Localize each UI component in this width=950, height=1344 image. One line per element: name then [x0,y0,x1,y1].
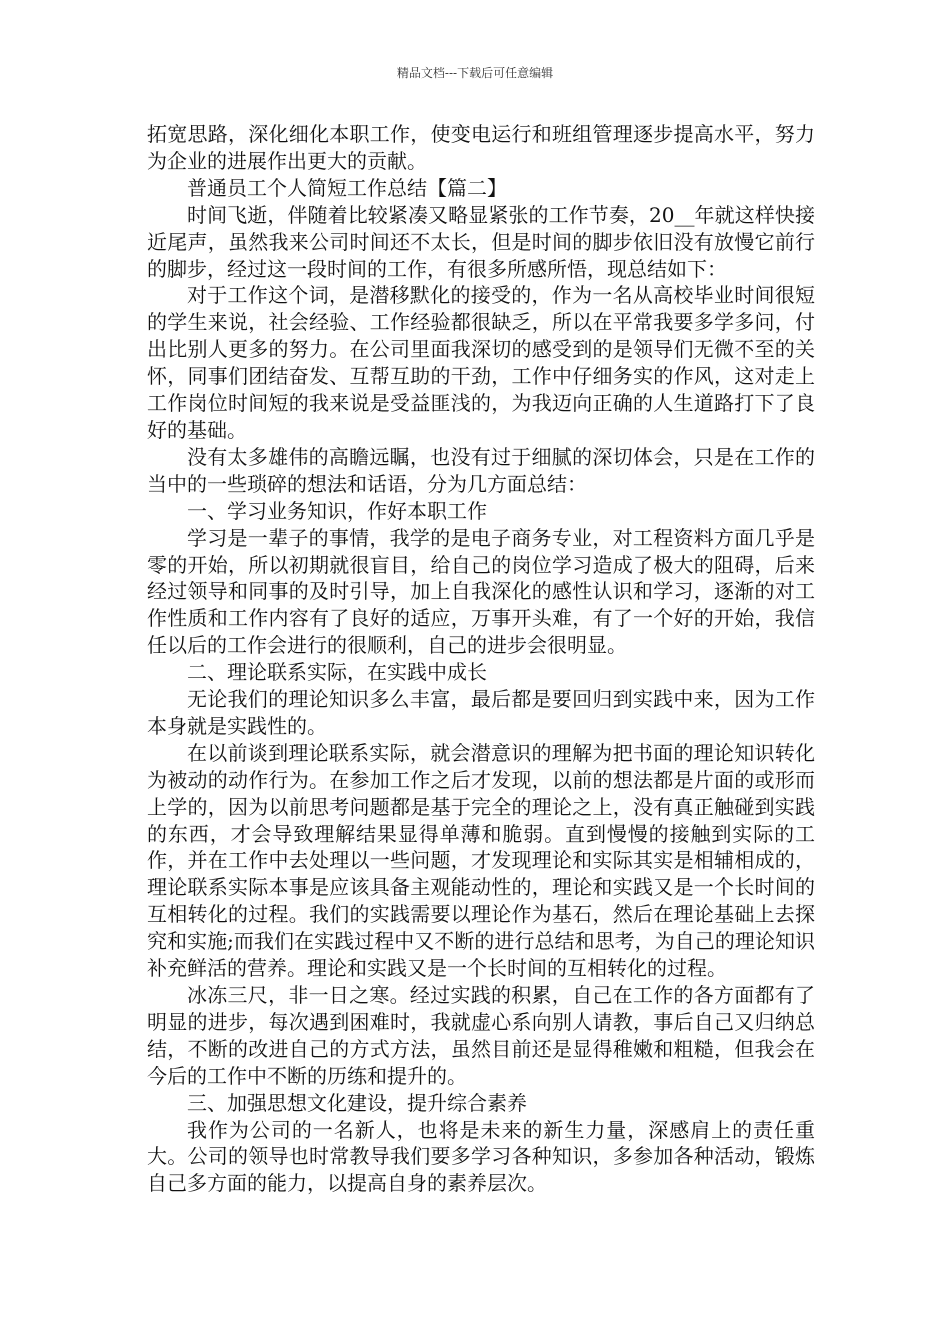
paragraph: 无论我们的理论知识多么丰富，最后都是要回归到实践中来，因为工作本身就是实践性的。 [147,687,815,738]
paragraph: 拓宽思路，深化细化本职工作，使变电运行和班组管理逐步提高水平，努力为企业的进展作出更大的贡献。 [147,122,815,173]
paragraph: 在以前谈到理论联系实际，就会潜意识的理解为把书面的理论知识转化为被动的动作行为。在参加工作之后才发现，以前的想法都是片面的或形而上学的，因为以前思考问题都是基于完全的理论之上，没有真正触碰到实践的东西，才会导致理解结果显得单薄和脆弱。直到慢慢的接触到实际的工作，并在工作中去处理以一些问题，才发现理论和实际其实是相辅相成的，理论联系实际本事是应该具备主观能动性的，理论和实践又是一个长时间的互相转化的过程。我们的实践需要以理论作为基石，然后在理论基础上去探究和实施;而我们在实践过程中又不断的进行总结和思考，为自己的理论知识补充鲜活的营养。理论和实践又是一个长时间的互相转化的过程。 [147,740,815,981]
paragraph: 我作为公司的一名新人，也将是未来的新生力量，深感肩上的责任重大。公司的领导也时常教导我们要多学习各种知识，多参加各种活动，锻炼自己多方面的能力，以提高自身的素养层次。 [147,1117,815,1196]
paragraph: 普通员工个人简短工作总结【篇二】 [187,175,507,200]
paragraph: 没有太多雄伟的高瞻远瞩，也没有过于细腻的深切体会，只是在工作的当中的一些琐碎的想法和话语，分为几方面总结： [147,444,815,496]
paragraph: 冰冻三尺，非一日之寒。经过实践的积累，自己在工作的各方面都有了明显的进步，每次遇到困难时，我就虚心系向别人请教，事后自己又归纳总结，不断的改进自己的方式方法，虽然目前还是显得稚嫩和粗糙，但我会在今后的工作中不断的历练和提升的。 [147,983,815,1088]
paragraph: 三、加强思想文化建设，提升综合素养 [187,1090,527,1115]
paragraph: 二、理论联系实际，在实践中成长 [187,660,487,685]
paragraph: 对于工作这个词，是潜移默化的接受的，作为一名从高校毕业时间很短的学生来说，社会经验、工作经验都很缺乏，所以在平常我要多学多问，付出比别人更多的努力。在公司里面我深切的感受到的是领导们无微不至的关怀，同事们团结奋发、互帮互助的干劲，工作中仔细务实的作风，这对走上工作岗位时间短的我来说是受益匪浅的，为我迈向正确的人生道路打下了良好的基础。 [147,283,815,442]
page-header: 精品文档---下载后可任意编辑 [396,66,554,80]
paragraph: 时间飞逝，伴随着比较紧凑又略显紧张的工作节奏，20__年就这样快接近尾声，虽然我来公司时间还不太长，但是时间的脚步依旧没有放慢它前行的脚步，经过这一段时间的工作，有很多所感所悟，现总结如下： [147,202,815,281]
paragraph: 学习是一辈子的事情，我学的是电子商务专业，对工程资料方面几乎是零的开始，所以初期就很盲目，给自己的岗位学习造成了极大的阻碍，后来经过领导和同事的及时引导，加上自我深化的感性认识和学习，逐渐的对工作性质和工作内容有了良好的适应，万事开头难，有了一个好的开始，我信任以后的工作会进行的很顺利，自己的进步会很明显。 [147,525,815,658]
paragraph: 一、学习业务知识，作好本职工作 [187,498,487,523]
document-body [147,121,815,1197]
